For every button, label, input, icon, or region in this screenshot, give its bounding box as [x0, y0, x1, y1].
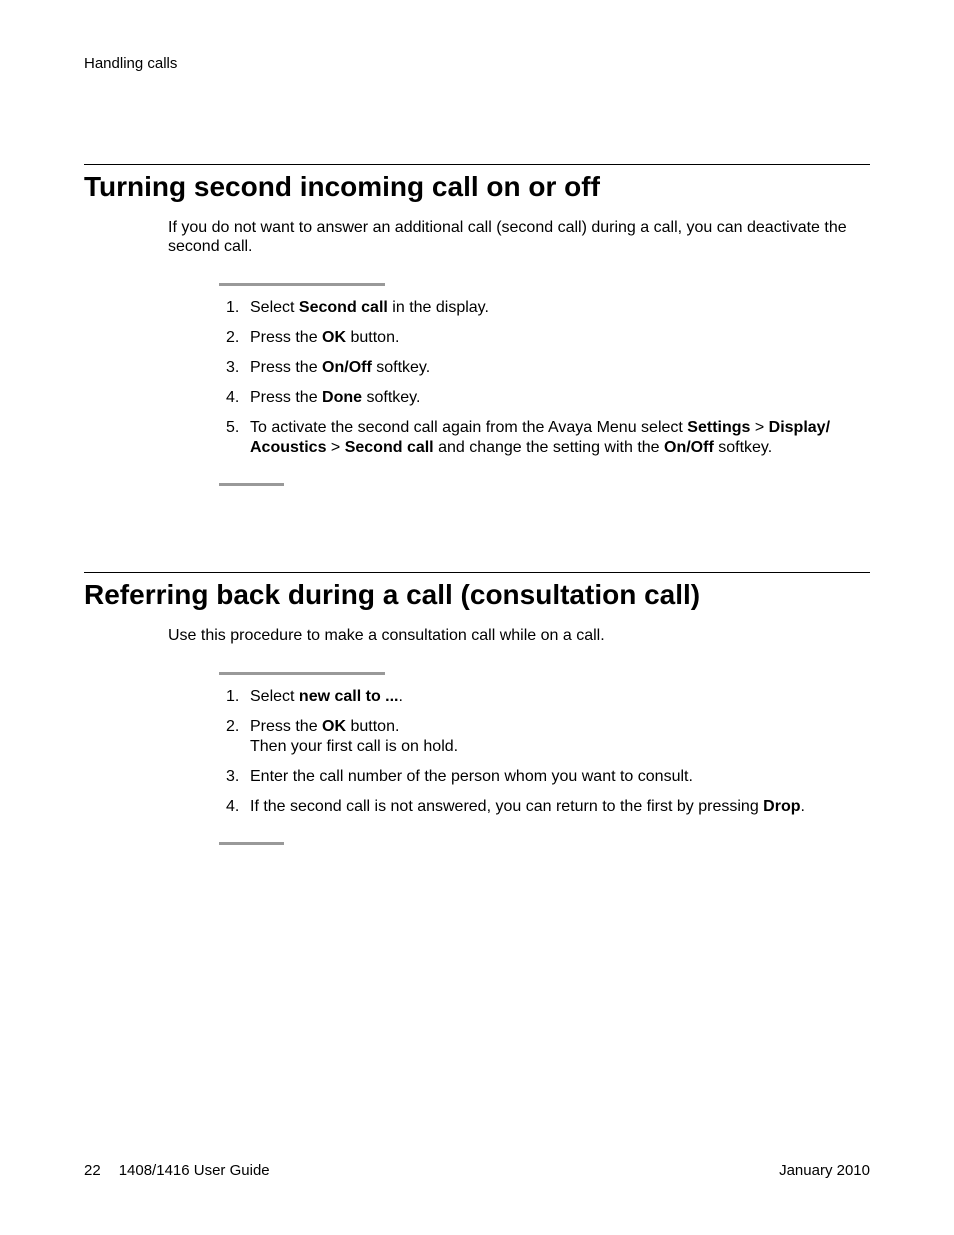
- step-text: Enter the call number of the person whom you want to consult.: [250, 768, 693, 785]
- procedure-step: [219, 797, 871, 817]
- publication-date: January 2010: [779, 1162, 870, 1179]
- step-text: Select Second call in the display.: [250, 299, 489, 316]
- section-title: Referring back during a call (consultation call): [84, 579, 701, 610]
- procedure-step: [219, 687, 871, 707]
- section-rule: [84, 572, 870, 573]
- section-intro: If you do not want to answer an additional call (second call) during a call, you can deactivate the second call.: [168, 219, 847, 255]
- procedure-step: [219, 328, 871, 348]
- step-number: 2.: [226, 718, 240, 735]
- procedure-end-bar: [219, 483, 284, 486]
- section-rule: [84, 164, 870, 165]
- section-title: Turning second incoming call on or off: [84, 171, 600, 202]
- step-text: Press the On/Off softkey.: [250, 359, 431, 376]
- step-number: 4.: [226, 389, 240, 406]
- running-header: Handling calls: [84, 55, 178, 72]
- procedure-end-bar: [219, 842, 284, 845]
- step-text: Press the Done softkey.: [250, 389, 421, 406]
- procedure-step: [219, 767, 871, 787]
- step-number: 4.: [226, 798, 240, 815]
- step-result-note: Then your first call is on hold.: [250, 738, 459, 755]
- procedure-steps: [219, 298, 871, 468]
- document-title: 1408/1416 User Guide: [118, 1162, 270, 1179]
- procedure-step: [219, 298, 871, 318]
- step-text: Press the OK button.: [250, 329, 400, 346]
- step-number: 2.: [226, 329, 240, 346]
- step-number: 5.: [226, 419, 240, 436]
- page-number: 22: [84, 1162, 101, 1179]
- step-text: If the second call is not answered, you can return to the first by pressing Drop.: [250, 798, 805, 815]
- step-text: To activate the second call again from the Avaya Menu select Settings > Display/ Acoustics > Second call and change the setting with the On/Off softkey.: [250, 419, 831, 456]
- step-number: 3.: [226, 359, 240, 376]
- step-text: Select new call to ....: [250, 688, 403, 705]
- procedure-start-bar: [219, 672, 385, 675]
- step-number: 3.: [226, 768, 240, 785]
- page-footer-left: [84, 1162, 270, 1179]
- procedure-steps: [219, 687, 871, 827]
- procedure-step: [219, 358, 871, 378]
- step-number: 1.: [226, 299, 240, 316]
- procedure-step: [219, 418, 871, 458]
- procedure-step: [219, 717, 871, 757]
- procedure-start-bar: [219, 283, 385, 286]
- step-text: Press the OK button. Then your first call is on hold.: [250, 717, 871, 757]
- step-number: 1.: [226, 688, 240, 705]
- section-intro: Use this procedure to make a consultation call while on a call.: [168, 627, 605, 644]
- procedure-step: [219, 388, 871, 408]
